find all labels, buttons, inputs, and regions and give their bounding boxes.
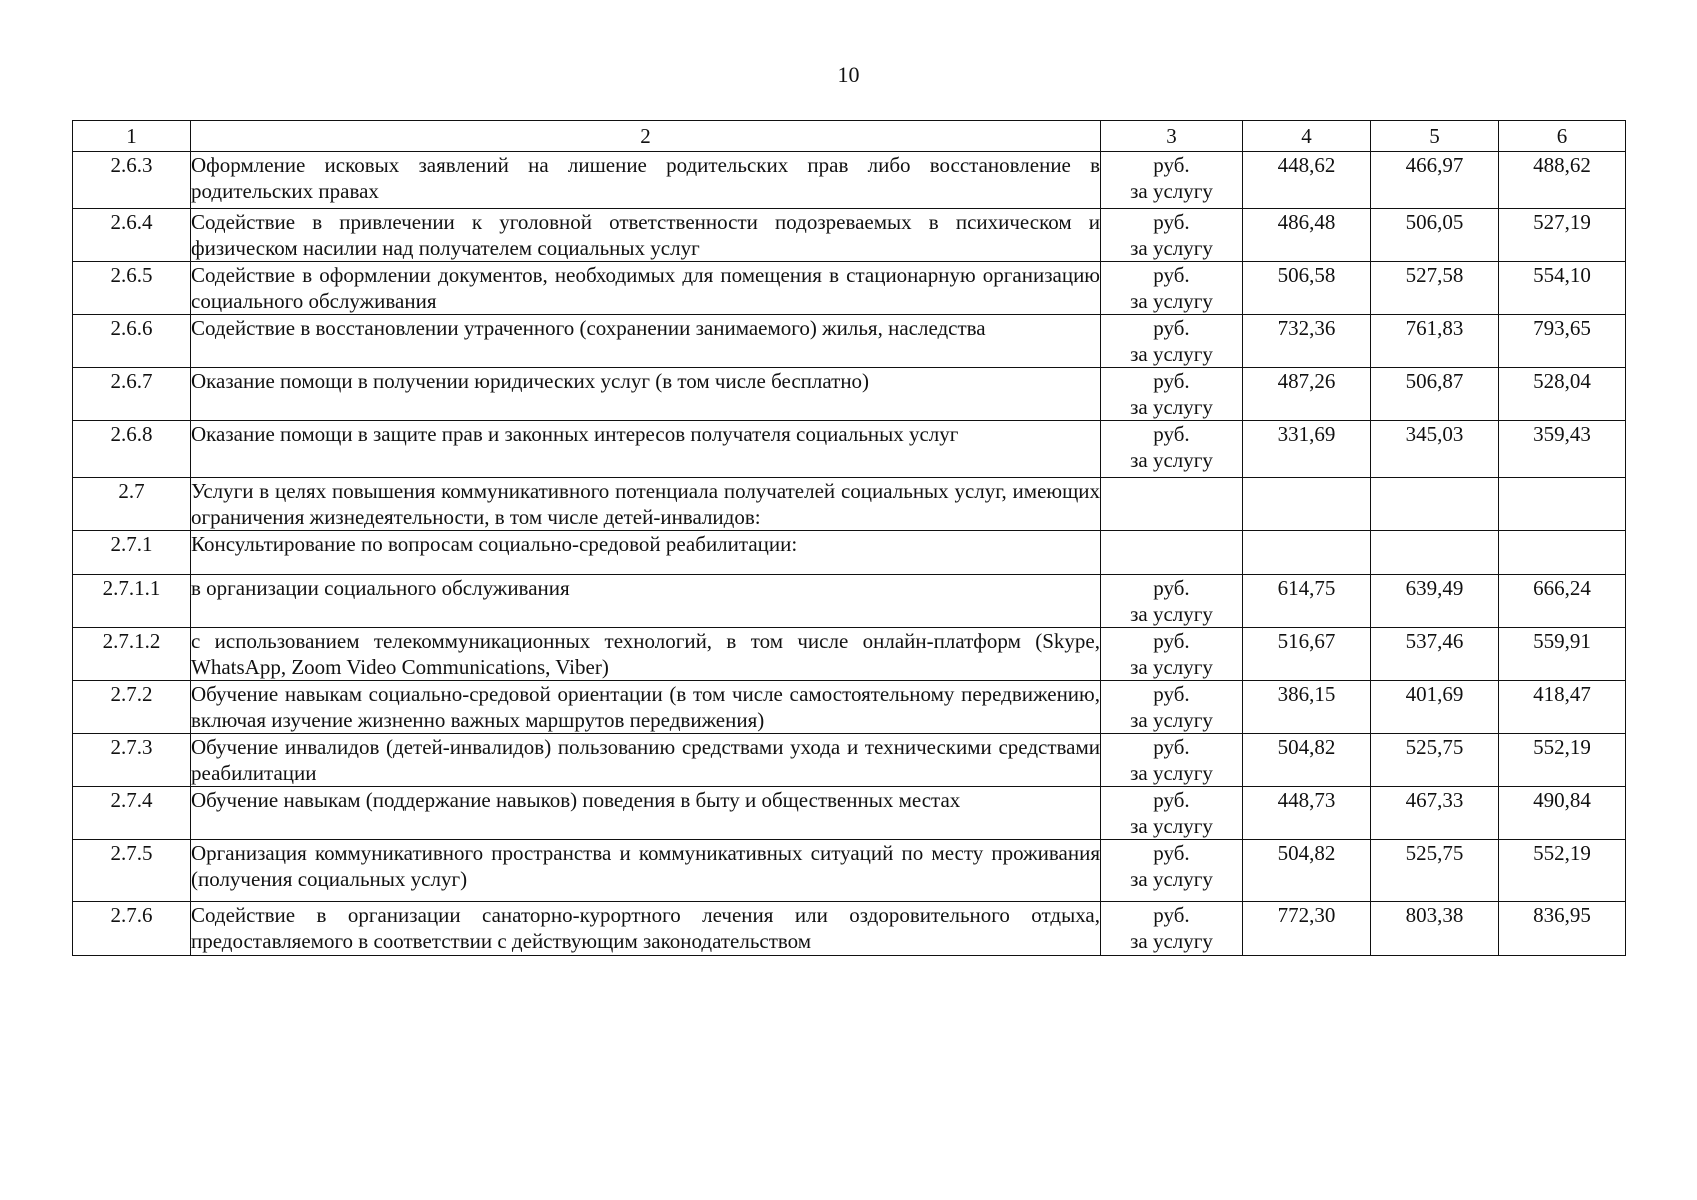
row-number: 2.7.1 <box>73 531 191 575</box>
row-number: 2.7.3 <box>73 734 191 787</box>
row-value-col4: 331,69 <box>1243 421 1371 478</box>
row-description: Содействие в восстановлении утраченного (сохранении занимаемого) жилья, наследства <box>191 315 1101 368</box>
row-value-col6: 527,19 <box>1499 209 1626 262</box>
row-value-col5: 525,75 <box>1371 840 1499 902</box>
table-row <box>73 681 1626 734</box>
row-number: 2.6.5 <box>73 262 191 315</box>
row-value-col5: 537,46 <box>1371 628 1499 681</box>
row-value-col4 <box>1243 531 1371 575</box>
row-number: 2.7.4 <box>73 787 191 840</box>
row-value-col6: 528,04 <box>1499 368 1626 421</box>
row-number: 2.7.6 <box>73 902 191 956</box>
header-col-3: 3 <box>1101 121 1243 152</box>
page-number: 10 <box>837 62 860 87</box>
row-value-col4: 732,36 <box>1243 315 1371 368</box>
table-row <box>73 902 1626 956</box>
row-unit: руб. за услугу <box>1101 628 1243 681</box>
row-unit: руб. за услугу <box>1101 787 1243 840</box>
row-value-col4 <box>1243 478 1371 531</box>
row-unit: руб. за услугу <box>1101 840 1243 902</box>
row-value-col6: 554,10 <box>1499 262 1626 315</box>
row-description: в организации социального обслуживания <box>191 575 1101 628</box>
header-col-1: 1 <box>73 121 191 152</box>
row-description: Обучение инвалидов (детей-инвалидов) пользованию средствами ухода и техническими средствами реабилитации <box>191 735 1100 785</box>
header-col-4: 4 <box>1243 121 1371 152</box>
table-row <box>73 368 1626 421</box>
row-value-col5: 466,97 <box>1371 152 1499 209</box>
row-value-col6: 488,62 <box>1499 152 1626 209</box>
row-value-col4: 448,73 <box>1243 787 1371 840</box>
row-value-col4: 516,67 <box>1243 628 1371 681</box>
row-number: 2.6.8 <box>73 421 191 478</box>
table-row <box>73 262 1626 315</box>
row-value-col6: 559,91 <box>1499 628 1626 681</box>
row-unit: руб. за услугу <box>1101 262 1243 315</box>
row-unit: руб. за услугу <box>1101 734 1243 787</box>
table-row <box>73 478 1626 531</box>
table-row <box>73 840 1626 902</box>
row-value-col6: 666,24 <box>1499 575 1626 628</box>
row-value-col4: 486,48 <box>1243 209 1371 262</box>
row-description: Обучение навыкам социально-средовой ориентации (в том числе самостоятельному передвижению, включая изучение жизненно важных маршрутов передвижения) <box>191 682 1100 732</box>
table-row <box>73 531 1626 575</box>
table-row <box>73 315 1626 368</box>
table-row <box>73 575 1626 628</box>
row-unit: руб. за услугу <box>1101 421 1243 478</box>
row-value-col4: 386,15 <box>1243 681 1371 734</box>
row-value-col5: 639,49 <box>1371 575 1499 628</box>
row-value-col5: 525,75 <box>1371 734 1499 787</box>
table-row <box>73 152 1626 209</box>
row-value-col6: 490,84 <box>1499 787 1626 840</box>
header-col-6: 6 <box>1499 121 1626 152</box>
row-value-col4: 772,30 <box>1243 902 1371 956</box>
row-value-col5 <box>1371 478 1499 531</box>
row-number: 2.6.4 <box>73 209 191 262</box>
row-value-col6: 793,65 <box>1499 315 1626 368</box>
row-value-col5: 401,69 <box>1371 681 1499 734</box>
row-value-col6: 552,19 <box>1499 840 1626 902</box>
tariff-table <box>72 120 1626 956</box>
row-number: 2.7.1.1 <box>73 575 191 628</box>
row-value-col6: 418,47 <box>1499 681 1626 734</box>
row-value-col6 <box>1499 531 1626 575</box>
row-unit: руб. за услугу <box>1101 681 1243 734</box>
table-row <box>73 421 1626 478</box>
row-value-col4: 487,26 <box>1243 368 1371 421</box>
row-value-col5: 506,05 <box>1371 209 1499 262</box>
row-description: Организация коммуникативного пространства и коммуникативных ситуаций по месту проживания (получения социальных услуг) <box>191 840 1101 902</box>
row-number: 2.6.6 <box>73 315 191 368</box>
row-value-col5 <box>1371 531 1499 575</box>
row-description: Услуги в целях повышения коммуникативного потенциала получателей социальных услуг, имеющих ограничения жизнедеятельности, в том числе детей-инвалидов: <box>191 479 1100 529</box>
row-description: Оказание помощи в защите прав и законных интересов получателя социальных услуг <box>191 421 1101 478</box>
row-unit: руб. за услугу <box>1101 315 1243 368</box>
row-value-col5: 803,38 <box>1371 902 1499 956</box>
row-number: 2.7 <box>73 478 191 531</box>
row-unit: руб. за услугу <box>1101 368 1243 421</box>
row-value-col4: 504,82 <box>1243 734 1371 787</box>
row-description: Консультирование по вопросам социально-средовой реабилитации: <box>191 531 1101 575</box>
table-header-row <box>73 121 1626 152</box>
row-number: 2.6.7 <box>73 368 191 421</box>
row-unit: руб. за услугу <box>1101 152 1243 209</box>
row-value-col6 <box>1499 478 1626 531</box>
row-number: 2.7.1.2 <box>73 628 191 681</box>
row-unit: руб. за услугу <box>1101 902 1243 956</box>
row-description: Оказание помощи в получении юридических услуг (в том числе бесплатно) <box>191 368 1101 421</box>
row-value-col5: 527,58 <box>1371 262 1499 315</box>
row-description: Содействие в оформлении документов, необходимых для помещения в стационарную организацию социального обслуживания <box>191 263 1100 313</box>
row-unit: руб. за услугу <box>1101 575 1243 628</box>
row-number: 2.6.3 <box>73 152 191 209</box>
row-value-col5: 506,87 <box>1371 368 1499 421</box>
row-description: с использованием телекоммуникационных технологий, в том числе онлайн-платформ (Skype, WhatsApp, Zoom Video Communications, Viber) <box>191 629 1100 679</box>
table-row <box>73 734 1626 787</box>
row-value-col6: 836,95 <box>1499 902 1626 956</box>
row-value-col5: 467,33 <box>1371 787 1499 840</box>
row-number: 2.7.5 <box>73 840 191 902</box>
row-unit: руб. за услугу <box>1101 209 1243 262</box>
row-value-col4: 504,82 <box>1243 840 1371 902</box>
row-unit <box>1101 478 1243 531</box>
row-value-col6: 359,43 <box>1499 421 1626 478</box>
table-row <box>73 787 1626 840</box>
row-value-col4: 506,58 <box>1243 262 1371 315</box>
row-description: Содействие в организации санаторно-курортного лечения или оздоровительного отдыха, предоставляемого в соответствии с действующим законодательством <box>191 902 1101 956</box>
header-col-5: 5 <box>1371 121 1499 152</box>
row-value-col4: 614,75 <box>1243 575 1371 628</box>
row-description: Содействие в привлечении к уголовной ответственности подозреваемых в психическом и физическом насилии над получателем социальных услуг <box>191 210 1100 260</box>
row-description: Оформление исковых заявлений на лишение родительских прав либо восстановление в родительских правах <box>191 152 1101 209</box>
table-row <box>73 209 1626 262</box>
table-row <box>73 628 1626 681</box>
row-unit <box>1101 531 1243 575</box>
row-value-col4: 448,62 <box>1243 152 1371 209</box>
row-description: Обучение навыкам (поддержание навыков) поведения в быту и общественных местах <box>191 787 1101 840</box>
row-value-col6: 552,19 <box>1499 734 1626 787</box>
row-number: 2.7.2 <box>73 681 191 734</box>
header-col-2: 2 <box>191 121 1101 152</box>
row-value-col5: 345,03 <box>1371 421 1499 478</box>
row-value-col5: 761,83 <box>1371 315 1499 368</box>
